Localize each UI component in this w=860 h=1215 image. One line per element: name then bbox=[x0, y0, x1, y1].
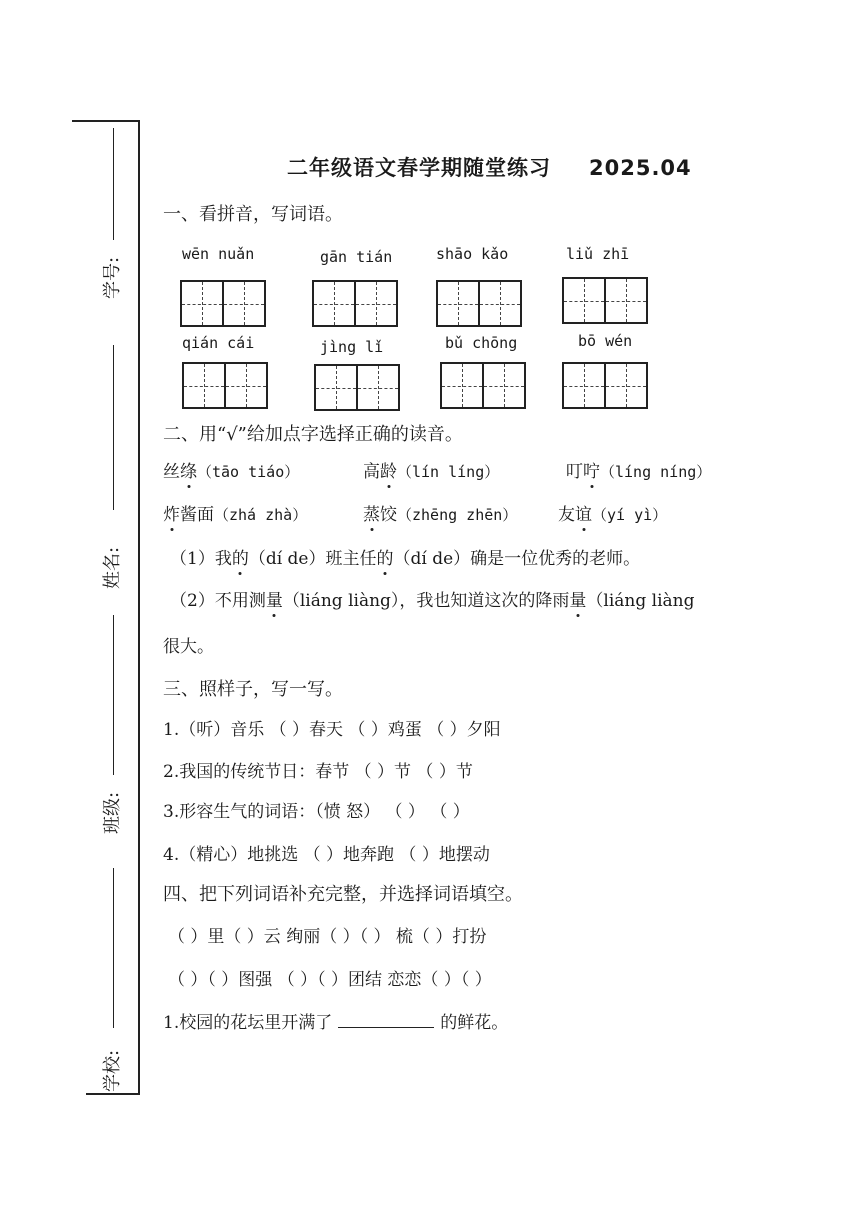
tian-grid-box[interactable] bbox=[182, 362, 268, 409]
student-id-label: 学号: bbox=[102, 256, 124, 300]
school-blank[interactable] bbox=[113, 868, 114, 1028]
exercise-line[interactable]: （ ）（ ）图强 （ ）（ ）团结 恋恋（ ）（ ） bbox=[168, 970, 492, 990]
reading-item: 叮咛（líng níng） bbox=[566, 462, 712, 482]
class-blank[interactable] bbox=[113, 615, 114, 775]
name-label: 姓名: bbox=[102, 546, 124, 590]
reading-item: 炸酱面（zhá zhà） bbox=[163, 505, 308, 525]
reading-item: 蒸饺（zhēng zhēn） bbox=[363, 505, 518, 525]
reading-sentence-2-continued: 很大。 bbox=[163, 637, 214, 657]
reading-sentence-2: （2）不用测量（liáng liàng），我也知道这次的降雨量（liáng liàng bbox=[170, 591, 695, 611]
binding-line-top bbox=[72, 120, 138, 122]
exam-date: 2025.04 bbox=[589, 156, 692, 180]
tian-grid-box[interactable] bbox=[436, 280, 522, 327]
fill-sentence-1: 1.校园的花坛里开满了 的鲜花。 bbox=[163, 1013, 509, 1033]
tian-grid-box[interactable] bbox=[562, 277, 648, 324]
exercise-line[interactable]: （ ）里（ ）云 绚丽（ ）（ ） 梳（ ）打扮 bbox=[168, 927, 487, 947]
pinyin-word: bō wén bbox=[578, 332, 633, 350]
exercise-line[interactable]: 4.（精心）地挑选 （ ）地奔跑 （ ）地摆动 bbox=[163, 845, 490, 865]
pinyin-word: jìng lǐ bbox=[320, 338, 384, 356]
name-blank[interactable] bbox=[113, 345, 114, 510]
binding-line bbox=[138, 120, 140, 1095]
title-text: 二年级语文春学期随堂练习 bbox=[287, 155, 551, 180]
exercise-line[interactable]: 1.（听）音乐 （ ）春天 （ ）鸡蛋 （ ）夕阳 bbox=[163, 720, 501, 740]
tian-grid-box[interactable] bbox=[562, 362, 648, 409]
tian-grid-box[interactable] bbox=[440, 362, 526, 409]
pinyin-word: qián cái bbox=[182, 334, 255, 352]
reading-item: 丝绦（tāo tiáo） bbox=[163, 462, 300, 482]
page-title bbox=[287, 152, 692, 182]
tian-grid-box[interactable] bbox=[314, 364, 400, 411]
reading-sentence-1: （1）我的（dí de）班主任的（dí de）确是一位优秀的老师。 bbox=[170, 549, 641, 569]
exercise-line[interactable]: 2.我国的传统节日：春节 （ ）节 （ ）节 bbox=[163, 762, 473, 782]
pinyin-word: wēn nuǎn bbox=[182, 245, 255, 263]
pinyin-word: bǔ chōng bbox=[445, 334, 518, 352]
answer-blank[interactable] bbox=[338, 1013, 434, 1028]
pinyin-word: shāo kǎo bbox=[436, 245, 509, 263]
section1-heading: 一、看拼音，写词语。 bbox=[163, 204, 343, 225]
tian-grid-box[interactable] bbox=[180, 280, 266, 327]
binding-line-bottom bbox=[86, 1093, 140, 1095]
exercise-line[interactable]: 3.形容生气的词语：（愤 怒） （ ） （ ） bbox=[163, 802, 470, 822]
pinyin-word: gān tián bbox=[320, 248, 393, 266]
student-id-blank[interactable] bbox=[113, 128, 114, 240]
class-label: 班级: bbox=[102, 791, 124, 835]
tian-grid-box[interactable] bbox=[312, 280, 398, 327]
reading-item: 友谊（yí yì） bbox=[558, 505, 668, 525]
section3-heading: 三、照样子，写一写。 bbox=[163, 679, 343, 700]
school-label: 学校: bbox=[102, 1049, 124, 1093]
section4-heading: 四、把下列词语补充完整，并选择词语填空。 bbox=[163, 884, 523, 905]
section2-heading: 二、用“√”给加点字选择正确的读音。 bbox=[163, 424, 463, 445]
pinyin-word: liǔ zhī bbox=[566, 245, 630, 263]
reading-item: 高龄（lín líng） bbox=[363, 462, 500, 482]
